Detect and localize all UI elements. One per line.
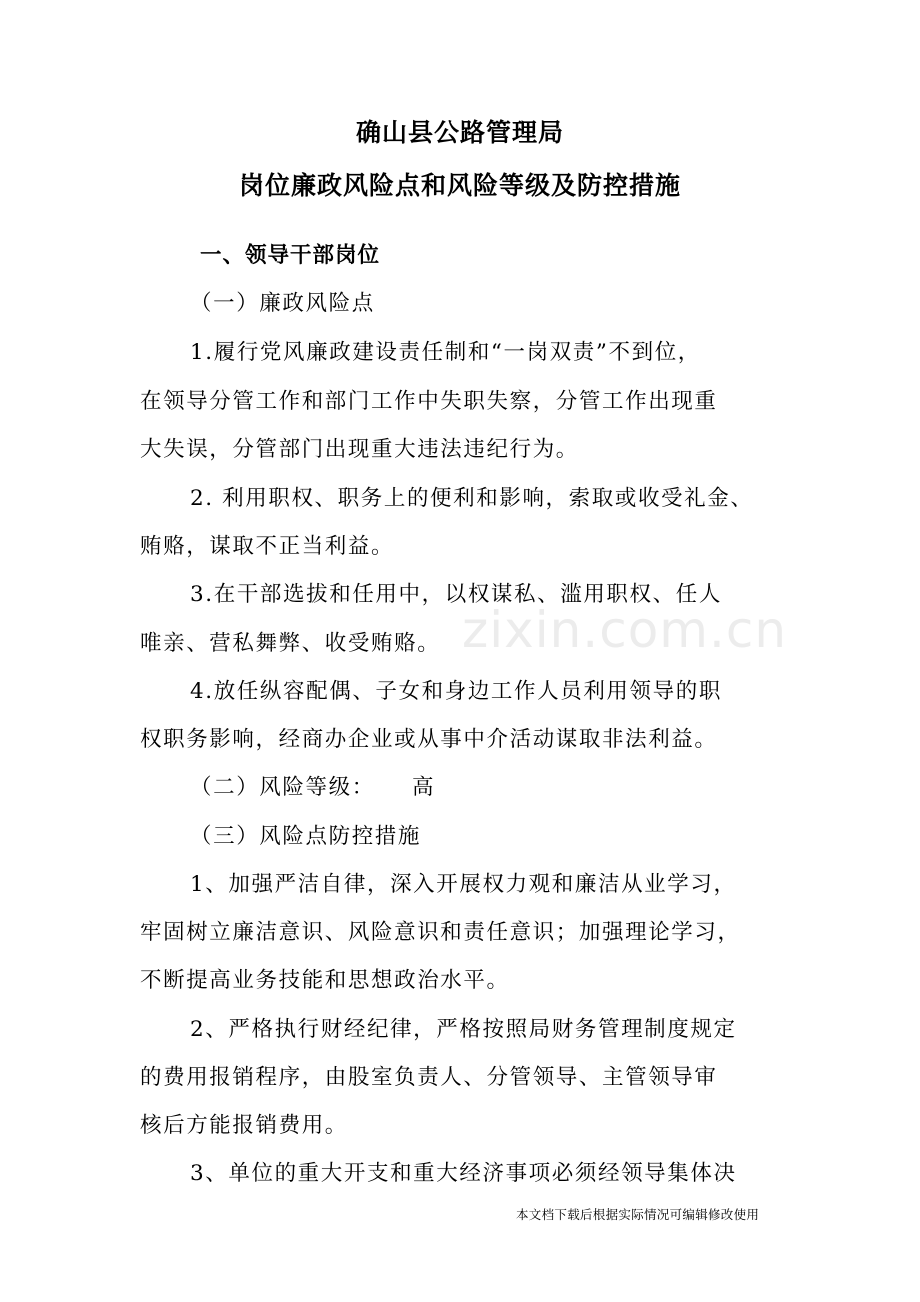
footer-note: 本文档下载后根据实际情况可编辑修改使用: [516, 1207, 760, 1222]
measure-2-line2: 的费用报销程序，由股室负责人、分管领导、主管领导审: [140, 1065, 718, 1090]
measure-2-line1: 2、严格执行财经纪律，严格按照局财务管理制度规定: [190, 1017, 737, 1042]
subsection-heading-measures: （三）风险点防控措施: [190, 824, 422, 849]
risk-item-1-line1: 1.履行党风廉政建设责任制和“一岗双责”不到位，: [190, 340, 701, 365]
measure-3-line1: 3、单位的重大开支和重大经济事项必须经领导集体决: [190, 1161, 737, 1186]
risk-level-label: （二）风险等级：: [190, 775, 375, 800]
risk-item-4-line2: 权职务影响，经商办企业或从事中介活动谋取非法利益。: [140, 727, 718, 752]
measure-1-line3: 不断提高业务技能和思想政治水平。: [140, 968, 510, 993]
risk-level-value: 高: [412, 775, 436, 800]
document-title-line2: 岗位廉政风险点和风险等级及防控措施: [238, 171, 681, 200]
document-title-line1: 确山县公路管理局: [355, 118, 564, 147]
risk-item-4-line1: 4.放任纵容配偶、子女和身边工作人员利用领导的职: [190, 679, 722, 704]
risk-item-2-line1: 2. 利用职权、职务上的便利和影响，索取或收受礼金、: [190, 486, 754, 511]
risk-item-3-line1: 3.在干部选拔和任用中，以权谋私、滥用职权、任人: [190, 582, 722, 607]
measure-1-line1: 1、加强严洁自律，深入开展权力观和廉洁从业学习，: [190, 872, 737, 897]
watermark: zixin.com.cn: [462, 601, 788, 659]
risk-item-1-line2: 在领导分管工作和部门工作中失职失察，分管工作出现重: [140, 389, 718, 414]
subsection-heading-risk-points: （一）廉政风险点: [190, 291, 375, 316]
risk-item-3-line2: 唯亲、营私舞弊、收受贿赂。: [140, 631, 441, 656]
risk-item-1-line3: 大失误，分管部门出现重大违法违纪行为。: [140, 437, 579, 462]
risk-item-2-line2: 贿赂，谋取不正当利益。: [140, 534, 395, 559]
measure-1-line2: 牢固树立廉洁意识、风险意识和责任意识；加强理论学习，: [140, 920, 741, 945]
measure-2-line3: 核后方能报销费用。: [140, 1113, 348, 1138]
section-heading: 一、领导干部岗位: [200, 243, 381, 268]
